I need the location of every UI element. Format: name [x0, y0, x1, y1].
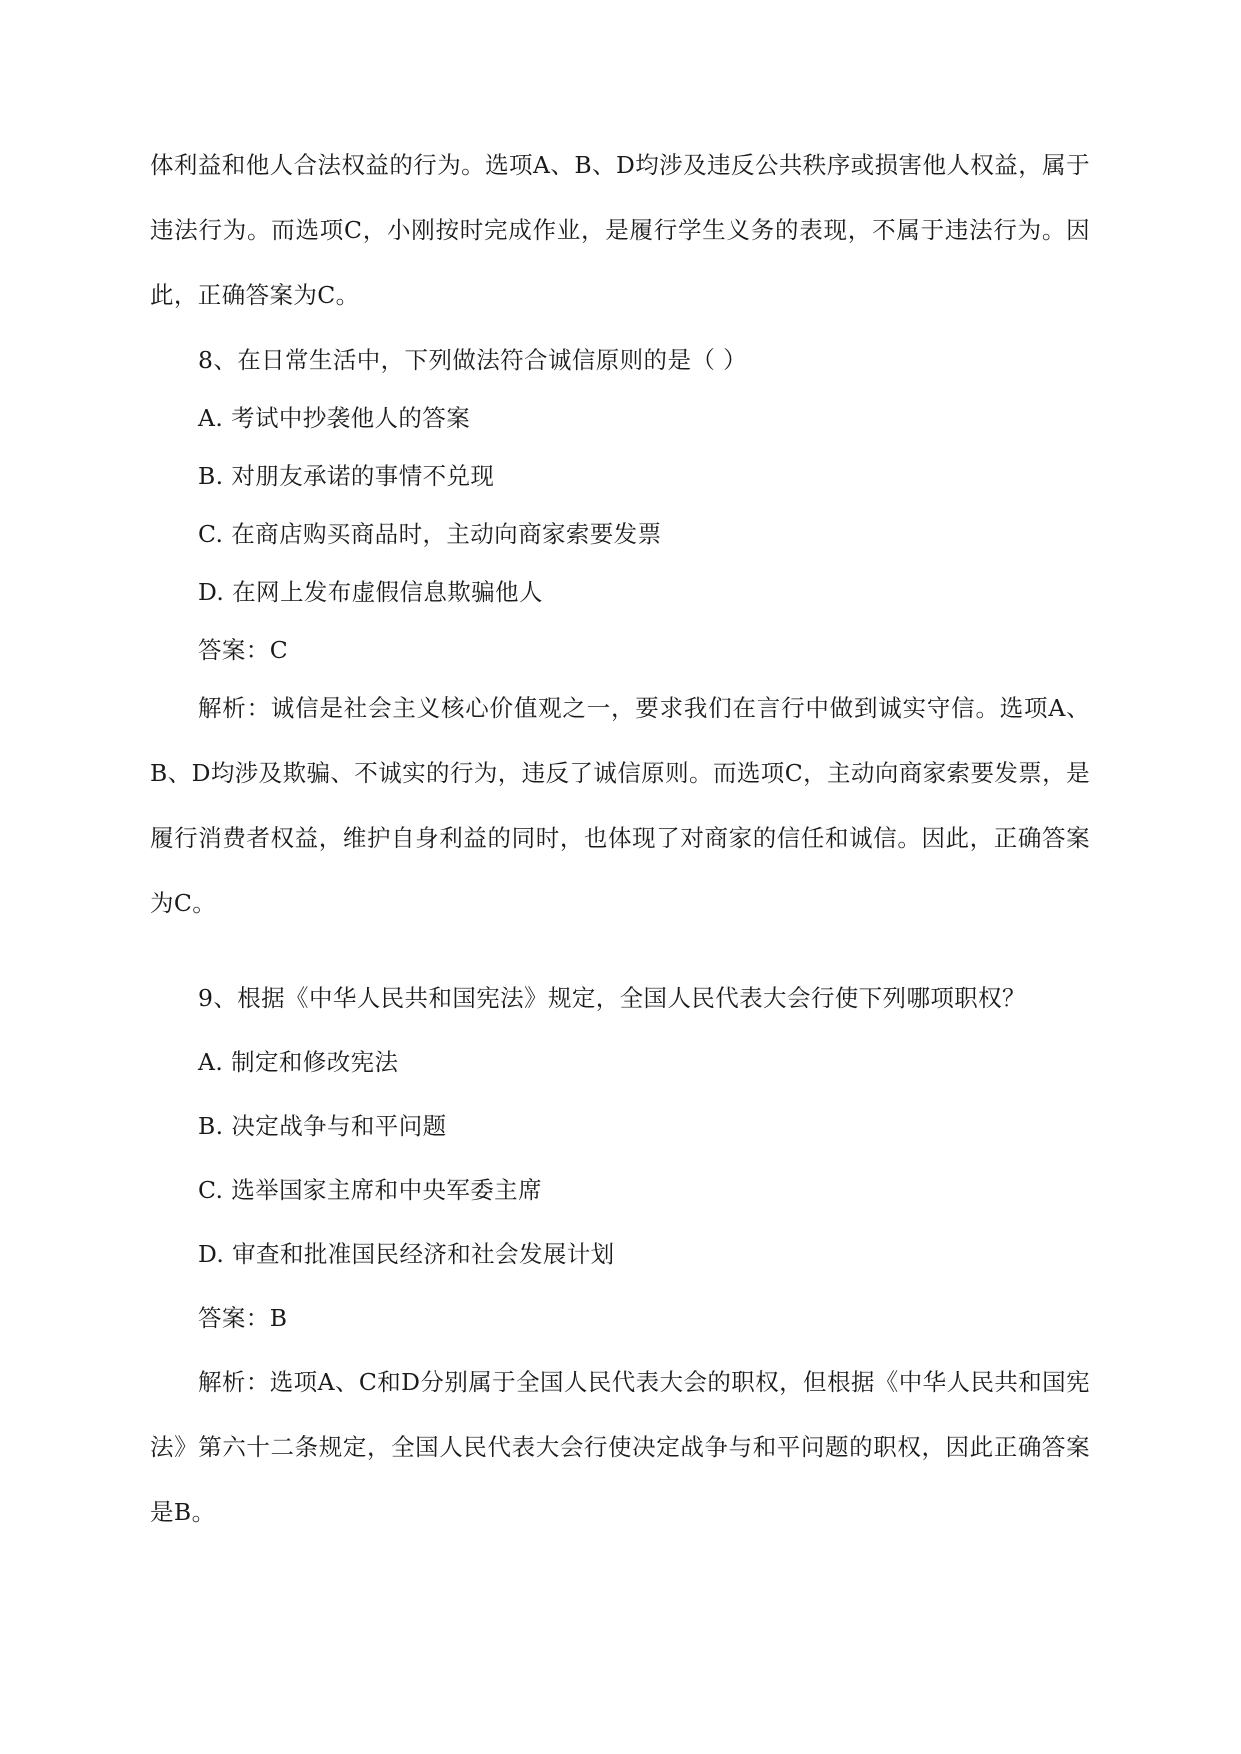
q8-option-a: A. 考试中抄袭他人的答案: [198, 404, 471, 432]
prev-explanation-continued: 体利益和他人合法权益的行为。选项A、B、D均涉及违反公共秩序或损害他人权益，属于违法行为。而选项C，小刚按时完成作业，是履行学生义务的表现，不属于违法行为。因此，正确答案为C。: [150, 151, 1090, 309]
q9-option-a: A. 制定和修改宪法: [198, 1048, 399, 1076]
q8-option-b: B. 对朋友承诺的事情不兑现: [198, 462, 495, 490]
q9-answer: 答案：B: [198, 1304, 288, 1332]
q8-answer: 答案：C: [198, 636, 289, 664]
q8-option-d: D. 在网上发布虚假信息欺骗他人: [198, 578, 543, 606]
q9-explanation: 解析：选项A、C和D分别属于全国人民代表大会的职权，但根据《中华人民共和国宪法》第六十二条规定，全国人民代表大会行使决定战争与和平问题的职权，因此正确答案是B。: [150, 1368, 1090, 1526]
q9-option-b: B. 决定战争与和平问题: [198, 1112, 447, 1140]
q9-option-d: D. 审查和批准国民经济和社会发展计划: [198, 1240, 615, 1268]
q8-explanation: 解析：诚信是社会主义核心价值观之一，要求我们在言行中做到诚实守信。选项A、B、D均涉及欺骗、不诚实的行为，违反了诚信原则。而选项C，主动向商家索要发票，是履行消费者权益，维护自身利益的同时，也体现了对商家的信任和诚信。因此，正确答案为C。: [150, 694, 1090, 917]
q8-question: 8、在日常生活中，下列做法符合诚信原则的是（ ）: [198, 346, 748, 374]
q9-question: 9、根据《中华人民共和国宪法》规定，全国人民代表大会行使下列哪项职权？: [198, 984, 1026, 1012]
q8-option-c: C. 在商店购买商品时，主动向商家索要发票: [198, 520, 662, 548]
q9-option-c: C. 选举国家主席和中央军委主席: [198, 1176, 542, 1204]
